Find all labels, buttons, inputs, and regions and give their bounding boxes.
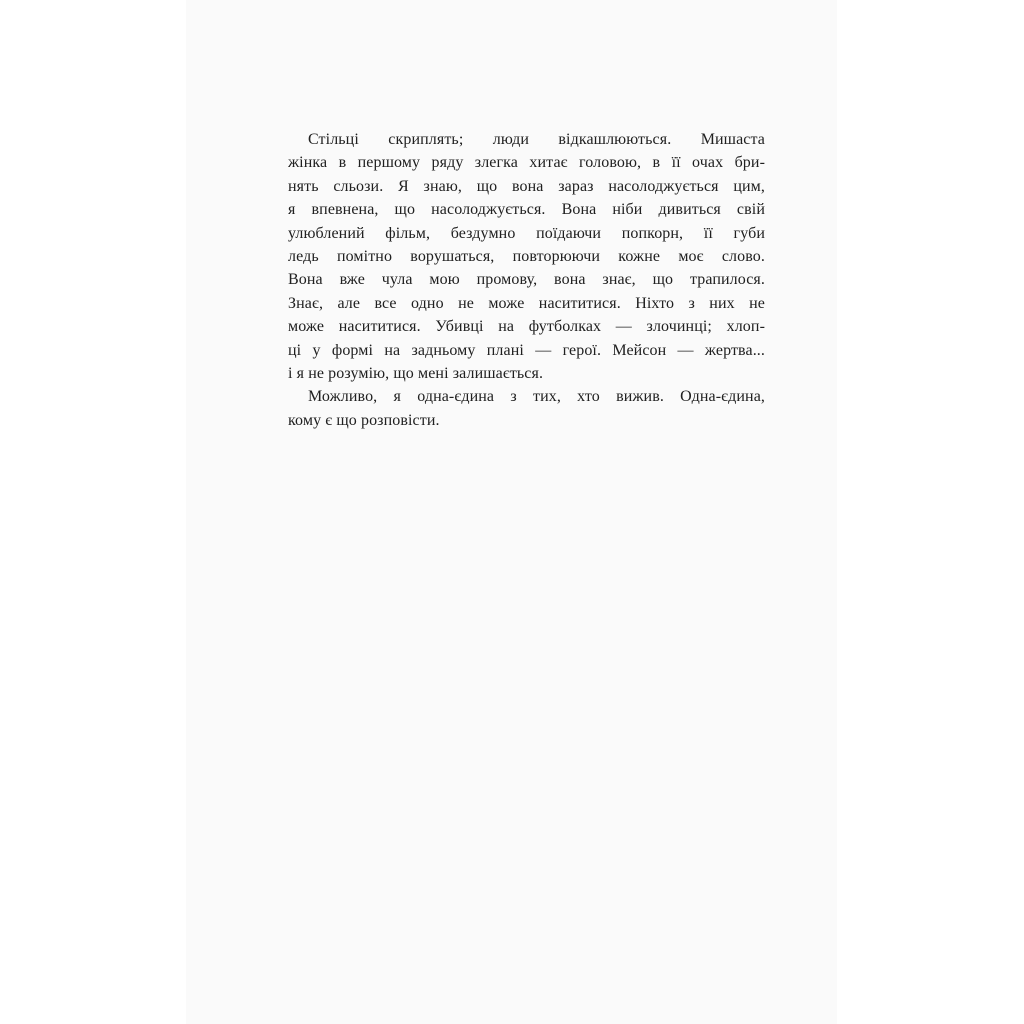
text-line: улюблений фільм, бездумно поїдаючи попкорн, її губи	[288, 224, 765, 242]
text-line: Знає, але все одно не може насититися. Ніхто з них не	[288, 294, 765, 312]
paragraph	[288, 385, 765, 432]
text-line: нять сльози. Я знаю, що вона зараз насолоджується цим,	[288, 177, 765, 195]
text-line: Стільці скриплять; люди відкашлюються. Мишаста	[308, 131, 765, 148]
text-line: може насититися. Убивці на футболках — злочинці; хлоп-	[288, 318, 765, 336]
paragraph	[288, 128, 765, 385]
text-line: жінка в першому ряду злегка хитає головою, в її очах бри-	[288, 154, 765, 172]
text-line: Вона вже чула мою промову, вона знає, що трапилося.	[288, 271, 765, 289]
text-line: кому є що розповісти.	[288, 411, 440, 429]
book-page	[186, 0, 837, 1024]
text-line: ледь помітно ворушаться, повторюючи кожне моє слово.	[288, 248, 765, 266]
text-line: Можливо, я одна-єдина з тих, хто вижив. Одна-єдина,	[308, 388, 765, 406]
text-line: і я не розумію, що мені залишається.	[288, 365, 544, 383]
text-block	[288, 128, 765, 432]
text-line: ці у формі на задньому плані — герої. Мейсон — жертва...	[288, 341, 765, 359]
text-line: я впевнена, що насолоджується. Вона ніби дивиться свій	[288, 201, 765, 219]
